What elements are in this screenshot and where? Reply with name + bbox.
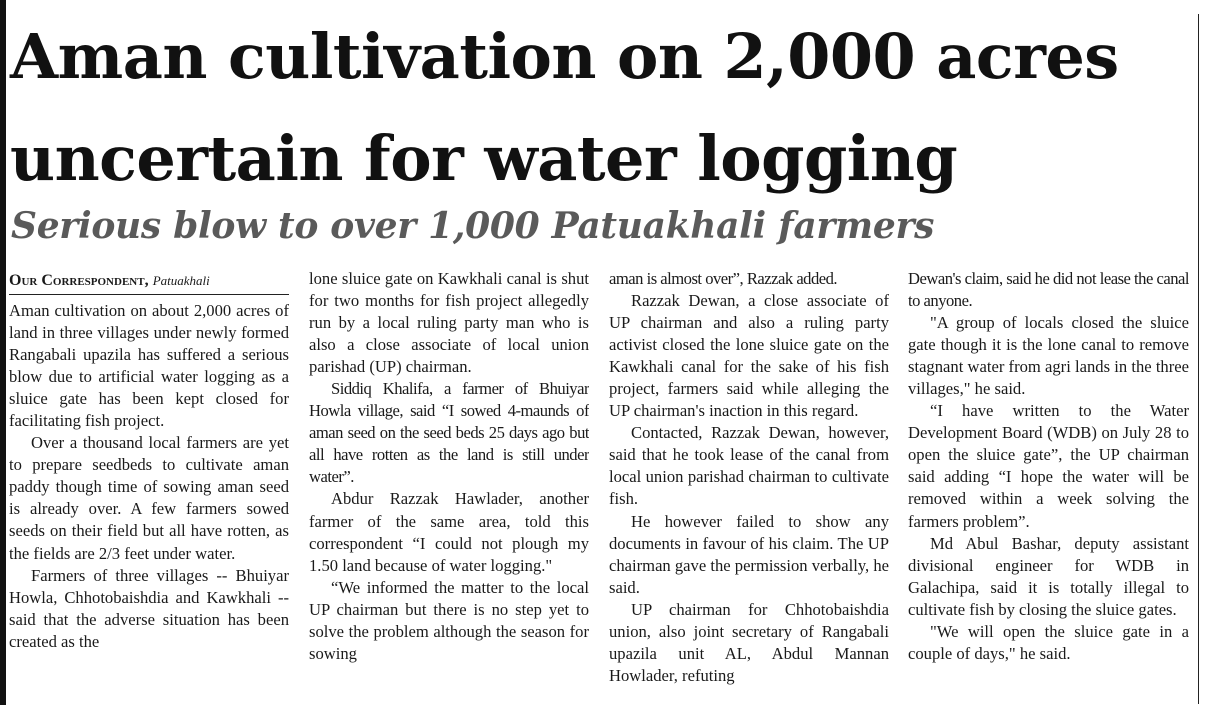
paragraph: "We will open the sluice gate in a couple of days," he said. — [908, 621, 1189, 663]
paragraph: "A group of locals closed the sluice gate though it is the lone canal to remove stagnant water from agri lands in the three villages," he said. — [908, 313, 1189, 399]
paragraph: Md Abul Bashar, deputy assistant divisional engineer for WDB in Galachipa, said it is totally illegal to cultivate fish by closing the sluice gates. — [908, 533, 1189, 619]
headline-line-1: Aman cultivation on 2,000 acres — [10, 20, 1119, 93]
byline-place: Patuakhali — [152, 273, 210, 288]
paragraph: Aman cultivation on about 2,000 acres of land in three villages under newly formed Rangabali upazila has suffered a serious blow due to artificial water logging as a sluice gate has been kept closed for facilitating fish project. — [9, 301, 289, 431]
paragraph: Dewan's claim, said he did not lease the canal to anyone. — [908, 269, 1189, 311]
byline-name: Our Correspondent, — [9, 272, 149, 289]
paragraph: Abdur Razzak Hawlader, another farmer of the same area, told this correspondent “I could not plough my 1.50 land because of water logging." — [309, 489, 589, 575]
subheadline: Serious blow to over 1,000 Patuakhali farmers — [11, 205, 935, 247]
paragraph: Farmers of three villages -- Bhuiyar Howla, Chhotobaishdia and Kawkhali -- said that the adverse situation has been created as the — [9, 565, 289, 651]
paragraph: “We informed the matter to the local UP chairman but there is no step yet to solve the problem although the season for sowing — [309, 577, 589, 663]
column-rule-right — [1198, 14, 1199, 704]
article-column-2 — [309, 268, 589, 700]
paragraph: Siddiq Khalifa, a farmer of Bhuiyar Howla village, said “I sowed 4-maunds of aman seed on the seed beds 25 days ago but all have rotten as the land is still under water”. — [309, 379, 589, 487]
headline-line-2: uncertain for water logging — [10, 122, 958, 195]
paragraph: He however failed to show any documents in favour of his claim. The UP chairman gave the permission verbally, he said. — [609, 511, 889, 597]
article-column-3 — [609, 268, 889, 700]
paragraph: Contacted, Razzak Dewan, however, said that he took lease of the canal from local union parishad chairman to cultivate fish. — [609, 423, 889, 509]
article-column-1 — [9, 268, 289, 700]
paragraph: UP chairman for Chhotobaishdia union, also joint secretary of Rangabali upazila unit AL, Abdul Mannan Howlader, refuting — [609, 599, 889, 685]
article-column-4 — [908, 268, 1189, 700]
byline-divider — [9, 294, 289, 295]
left-border-bar — [0, 0, 6, 705]
paragraph: Razzak Dewan, a close associate of UP chairman and also a ruling party activist closed the lone sluice gate on the Kawkhali canal for the sake of his fish project, farmers said while alleging the UP chairman's inaction in this regard. — [609, 291, 889, 421]
paragraph: “I have written to the Water Development Board (WDB) on July 28 to open the sluice gate”, the UP chairman said adding “I hope the water will be removed within a week solving the farmers problem”. — [908, 401, 1189, 531]
paragraph: lone sluice gate on Kawkhali canal is shut for two months for fish project allegedly run by a local ruling party man who is also a close associate of local union parishad (UP) chairman. — [309, 269, 589, 377]
paragraph: Over a thousand local farmers are yet to prepare seedbeds to cultivate aman paddy though time of sowing aman seed is already over. A few farmers sowed seeds on their field but all have rotten, as the fields are 2/3 feet under water. — [9, 433, 289, 563]
paragraph: aman is almost over”, Razzak added. — [609, 269, 838, 288]
byline — [9, 268, 289, 292]
headline — [10, 6, 1195, 210]
